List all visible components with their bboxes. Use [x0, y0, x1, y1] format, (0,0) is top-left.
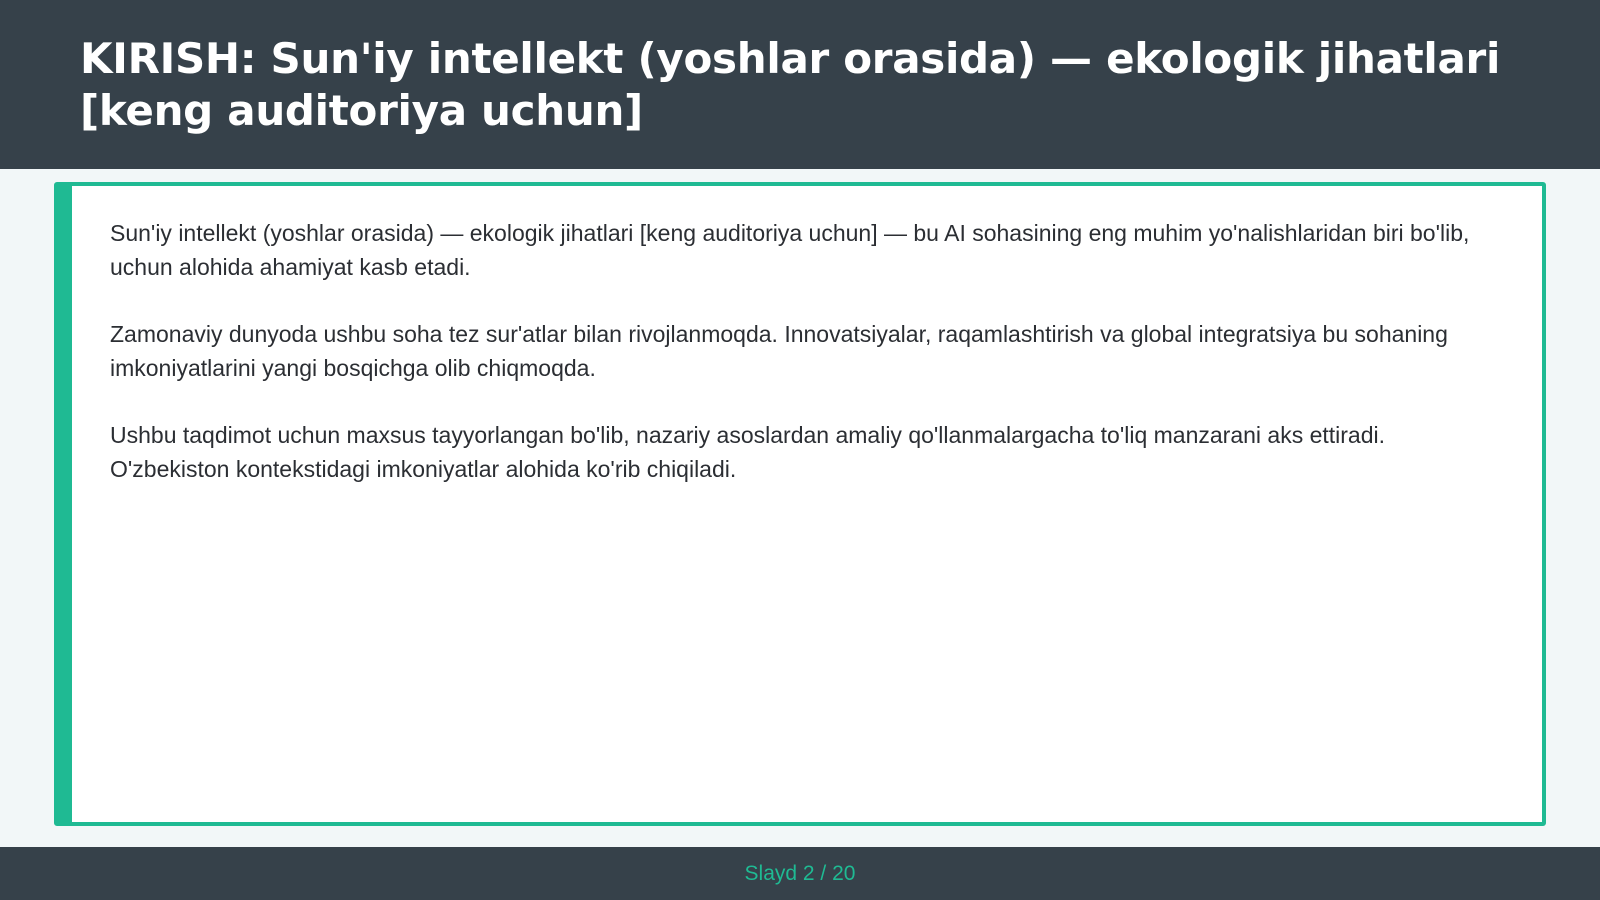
development-paragraph: Zamonaviy dunyoda ushbu soha tez sur'atlar bilan rivojlanmoqda. Innovatsiyalar, raqamlashtirish va global integratsiya bu sohaning imkoniyatlarini yangi bosqichga olib chiqmoqda. — [110, 321, 1448, 381]
slide-title-line-2: [keng auditoriya uchun] — [80, 86, 643, 135]
slide-title-line-1: KIRISH: Sun'iy intellekt (yoshlar orasida) — ekologik jihatlari — [80, 34, 1501, 83]
slide-footer — [0, 847, 1600, 900]
intro-paragraph: Sun'iy intellekt (yoshlar orasida) — ekologik jihatlari [keng auditoriya uchun] — bu AI sohasining eng muhim yo'nalishlaridan biri bo'lib, uchun alohida ahamiyat kasb etadi. — [110, 220, 1470, 280]
slide-header — [0, 0, 1600, 169]
content-card — [54, 182, 1546, 826]
presentation-scope-paragraph: Ushbu taqdimot uchun maxsus tayyorlangan bo'lib, nazariy asoslardan amaliy qo'llanmalargacha to'liq manzarani aks ettiradi. O'zbekiston kontekstidagi imkoniyatlar alohida ko'rib chiqiladi. — [110, 422, 1386, 482]
slide-counter: Slayd 2 / 20 — [744, 861, 856, 885]
content-body — [110, 216, 1500, 519]
slide-title — [80, 33, 1520, 137]
